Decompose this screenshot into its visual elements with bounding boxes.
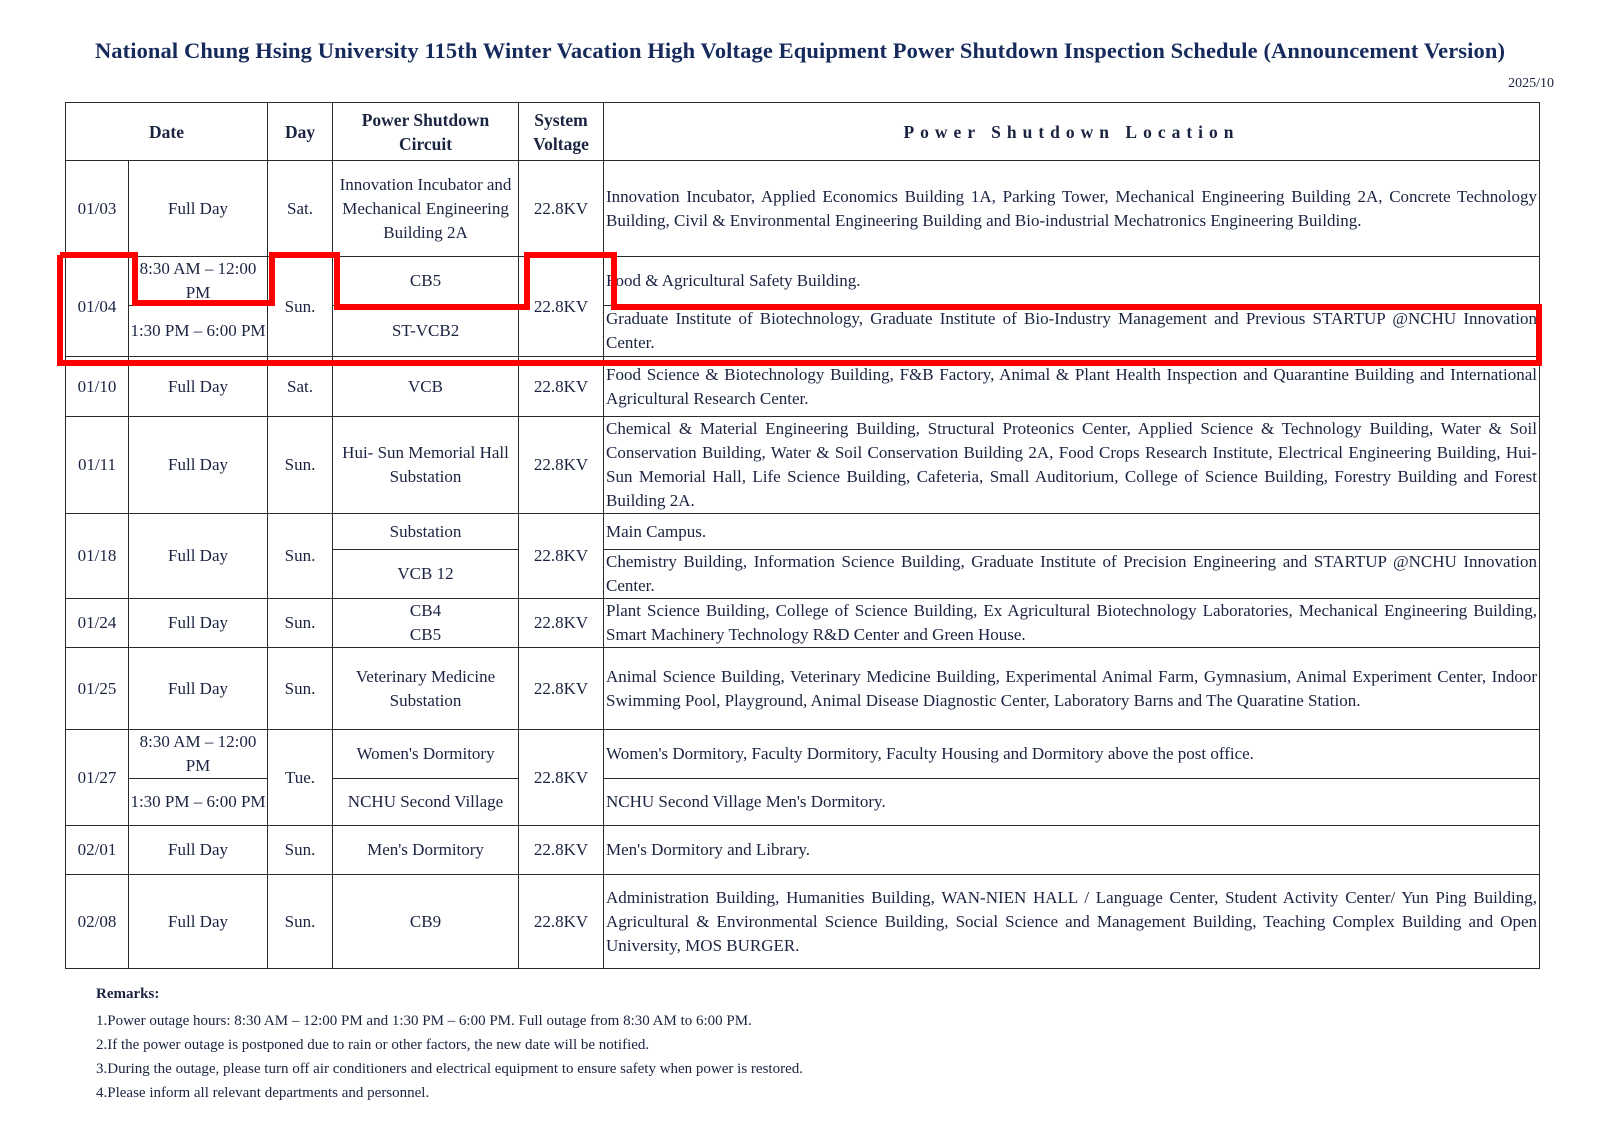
- remark-item: 3.During the outage, please turn off air conditioners and electrical equipment to ensure safety when power is restored.: [96, 1061, 803, 1077]
- row-voltage: 22.8KV: [519, 730, 604, 826]
- row-day: Sun.: [268, 514, 333, 599]
- row-location: Chemistry Building, Information Science Building, Graduate Institute of Precision Engineering and STARTUP @NCHU Innovation Center.: [604, 550, 1540, 599]
- table-row: [66, 161, 1540, 257]
- row-circuit: CB9: [333, 875, 519, 969]
- row-time: 8:30 AM – 12:00 PM: [129, 257, 268, 306]
- row-location: Innovation Incubator, Applied Economics Building 1A, Parking Tower, Mechanical Engineering Building 2A, Concrete Technology Building, Civil & Environmental Engineering Building and Bio-industrial Mechatronics Engineering Building.: [604, 161, 1540, 257]
- row-time: 8:30 AM – 12:00 PM: [129, 730, 268, 779]
- row-circuit: Veterinary Medicine Substation: [333, 648, 519, 730]
- row-location: Graduate Institute of Biotechnology, Graduate Institute of Bio-Industry Management and Previous STARTUP @NCHU Innovation Center.: [604, 306, 1540, 357]
- row-voltage: 22.8KV: [519, 257, 604, 357]
- table-row: [66, 648, 1540, 730]
- row-circuit: ST-VCB2: [333, 306, 519, 357]
- header-day: Day: [268, 103, 333, 161]
- row-location: Animal Science Building, Veterinary Medicine Building, Experimental Animal Farm, Gymnasium, Animal Experiment Center, Indoor Swimming Pool, Playground, Animal Disease Diagnostic Center, Laboratory Barns and The Quaratine Station.: [604, 648, 1540, 730]
- table-row: [66, 417, 1540, 514]
- row-day: Sun.: [268, 417, 333, 514]
- shutdown-schedule-table: [65, 102, 1540, 969]
- row-time: Full Day: [129, 357, 268, 417]
- table-row: [66, 826, 1540, 875]
- row-location: NCHU Second Village Men's Dormitory.: [604, 779, 1540, 826]
- row-day: Sat.: [268, 161, 333, 257]
- table-row: [66, 875, 1540, 969]
- row-time: Full Day: [129, 417, 268, 514]
- row-circuit: Substation: [333, 514, 519, 550]
- row-voltage: 22.8KV: [519, 417, 604, 514]
- row-voltage: 22.8KV: [519, 357, 604, 417]
- row-date: 01/27: [66, 730, 129, 826]
- row-location: Chemical & Material Engineering Building, Structural Proteonics Center, Applied Science & Technology Building, Water & Soil Conservation Building, Water & Soil Conservation Building 2A, Food Crops Research Institute, Electrical Engineering Building, Hui-Sun Memorial Hall, Life Science Building, Cafeteria, Small Auditorium, College of Science Building, Forestry Building and Forest Building 2A.: [604, 417, 1540, 514]
- page-title: National Chung Hsing University 115th Winter Vacation High Voltage Equipment Power Shutdown Inspection Schedule (Announcement Version): [94, 38, 1506, 63]
- row-voltage: 22.8KV: [519, 161, 604, 257]
- row-circuit: CB5: [333, 257, 519, 306]
- header-circuit: Power Shutdown Circuit: [333, 103, 519, 161]
- row-time: Full Day: [129, 599, 268, 648]
- row-date: 01/11: [66, 417, 129, 514]
- row-circuit: Hui- Sun Memorial Hall Substation: [333, 417, 519, 514]
- row-circuit: Innovation Incubator and Mechanical Engineering Building 2A: [333, 161, 519, 257]
- row-date: 01/25: [66, 648, 129, 730]
- row-circuit: [333, 599, 519, 648]
- table-row: [66, 257, 1540, 306]
- row-day: Sun.: [268, 826, 333, 875]
- row-voltage: 22.8KV: [519, 826, 604, 875]
- row-circuit: VCB: [333, 357, 519, 417]
- row-time: 1:30 PM – 6:00 PM: [129, 306, 268, 357]
- table-row: [66, 357, 1540, 417]
- row-day: Sun.: [268, 257, 333, 357]
- remarks-heading: Remarks:: [96, 986, 160, 1002]
- header-location: Power Shutdown Location: [604, 103, 1540, 161]
- row-circuit-line: CB4: [409, 601, 442, 620]
- remark-item: 1.Power outage hours: 8:30 AM – 12:00 PM and 1:30 PM – 6:00 PM. Full outage from 8:30 AM to 6:00 PM.: [96, 1013, 752, 1029]
- row-date: 02/01: [66, 826, 129, 875]
- row-day: Sat.: [268, 357, 333, 417]
- header-voltage: System Voltage: [519, 103, 604, 161]
- table-header-row: [66, 103, 1540, 161]
- row-circuit: NCHU Second Village: [333, 779, 519, 826]
- row-voltage: 22.8KV: [519, 599, 604, 648]
- row-date: 01/10: [66, 357, 129, 417]
- row-date: 01/03: [66, 161, 129, 257]
- row-time: Full Day: [129, 875, 268, 969]
- header-date: Date: [66, 103, 268, 161]
- row-location: Food & Agricultural Safety Building.: [604, 257, 1540, 306]
- row-date: 01/24: [66, 599, 129, 648]
- row-time: Full Day: [129, 648, 268, 730]
- row-day: Tue.: [268, 730, 333, 826]
- row-voltage: 22.8KV: [519, 875, 604, 969]
- row-time: Full Day: [129, 514, 268, 599]
- table-row: [66, 514, 1540, 550]
- row-time: Full Day: [129, 161, 268, 257]
- row-day: Sun.: [268, 648, 333, 730]
- remark-item: 4.Please inform all relevant departments and personnel.: [96, 1085, 430, 1101]
- document-date: 2025/10: [1508, 76, 1554, 91]
- remark-item: 2.If the power outage is postponed due to rain or other factors, the new date will be notified.: [96, 1037, 650, 1053]
- row-day: Sun.: [268, 599, 333, 648]
- remarks-section: [96, 986, 803, 1105]
- row-time: Full Day: [129, 826, 268, 875]
- row-location: Plant Science Building, College of Science Building, Ex Agricultural Biotechnology Laboratories, Mechanical Engineering Building, Smart Machinery Technology R&D Center and Green House.: [604, 599, 1540, 648]
- row-voltage: 22.8KV: [519, 648, 604, 730]
- row-location: Men's Dormitory and Library.: [604, 826, 1540, 875]
- table-row: [66, 599, 1540, 648]
- table-row: [66, 730, 1540, 779]
- row-circuit-line: CB5: [409, 625, 442, 644]
- row-date: 01/04: [66, 257, 129, 357]
- row-date: 01/18: [66, 514, 129, 599]
- row-circuit: Women's Dormitory: [333, 730, 519, 779]
- row-location: Food Science & Biotechnology Building, F&B Factory, Animal & Plant Health Inspection and Quarantine Building and International Agricultural Research Center.: [604, 357, 1540, 417]
- row-circuit: Men's Dormitory: [333, 826, 519, 875]
- row-circuit: VCB 12: [333, 550, 519, 599]
- row-time: 1:30 PM – 6:00 PM: [129, 779, 268, 826]
- row-location: Main Campus.: [604, 514, 1540, 550]
- row-voltage: 22.8KV: [519, 514, 604, 599]
- row-day: Sun.: [268, 875, 333, 969]
- row-location: Women's Dormitory, Faculty Dormitory, Faculty Housing and Dormitory above the post office.: [604, 730, 1540, 779]
- row-date: 02/08: [66, 875, 129, 969]
- row-location: Administration Building, Humanities Building, WAN-NIEN HALL / Language Center, Student Activity Center/ Yun Ping Building, Agricultural & Environmental Science Building, Social Science and Management Building, Teaching Complex Building and Open University, MOS BURGER.: [604, 875, 1540, 969]
